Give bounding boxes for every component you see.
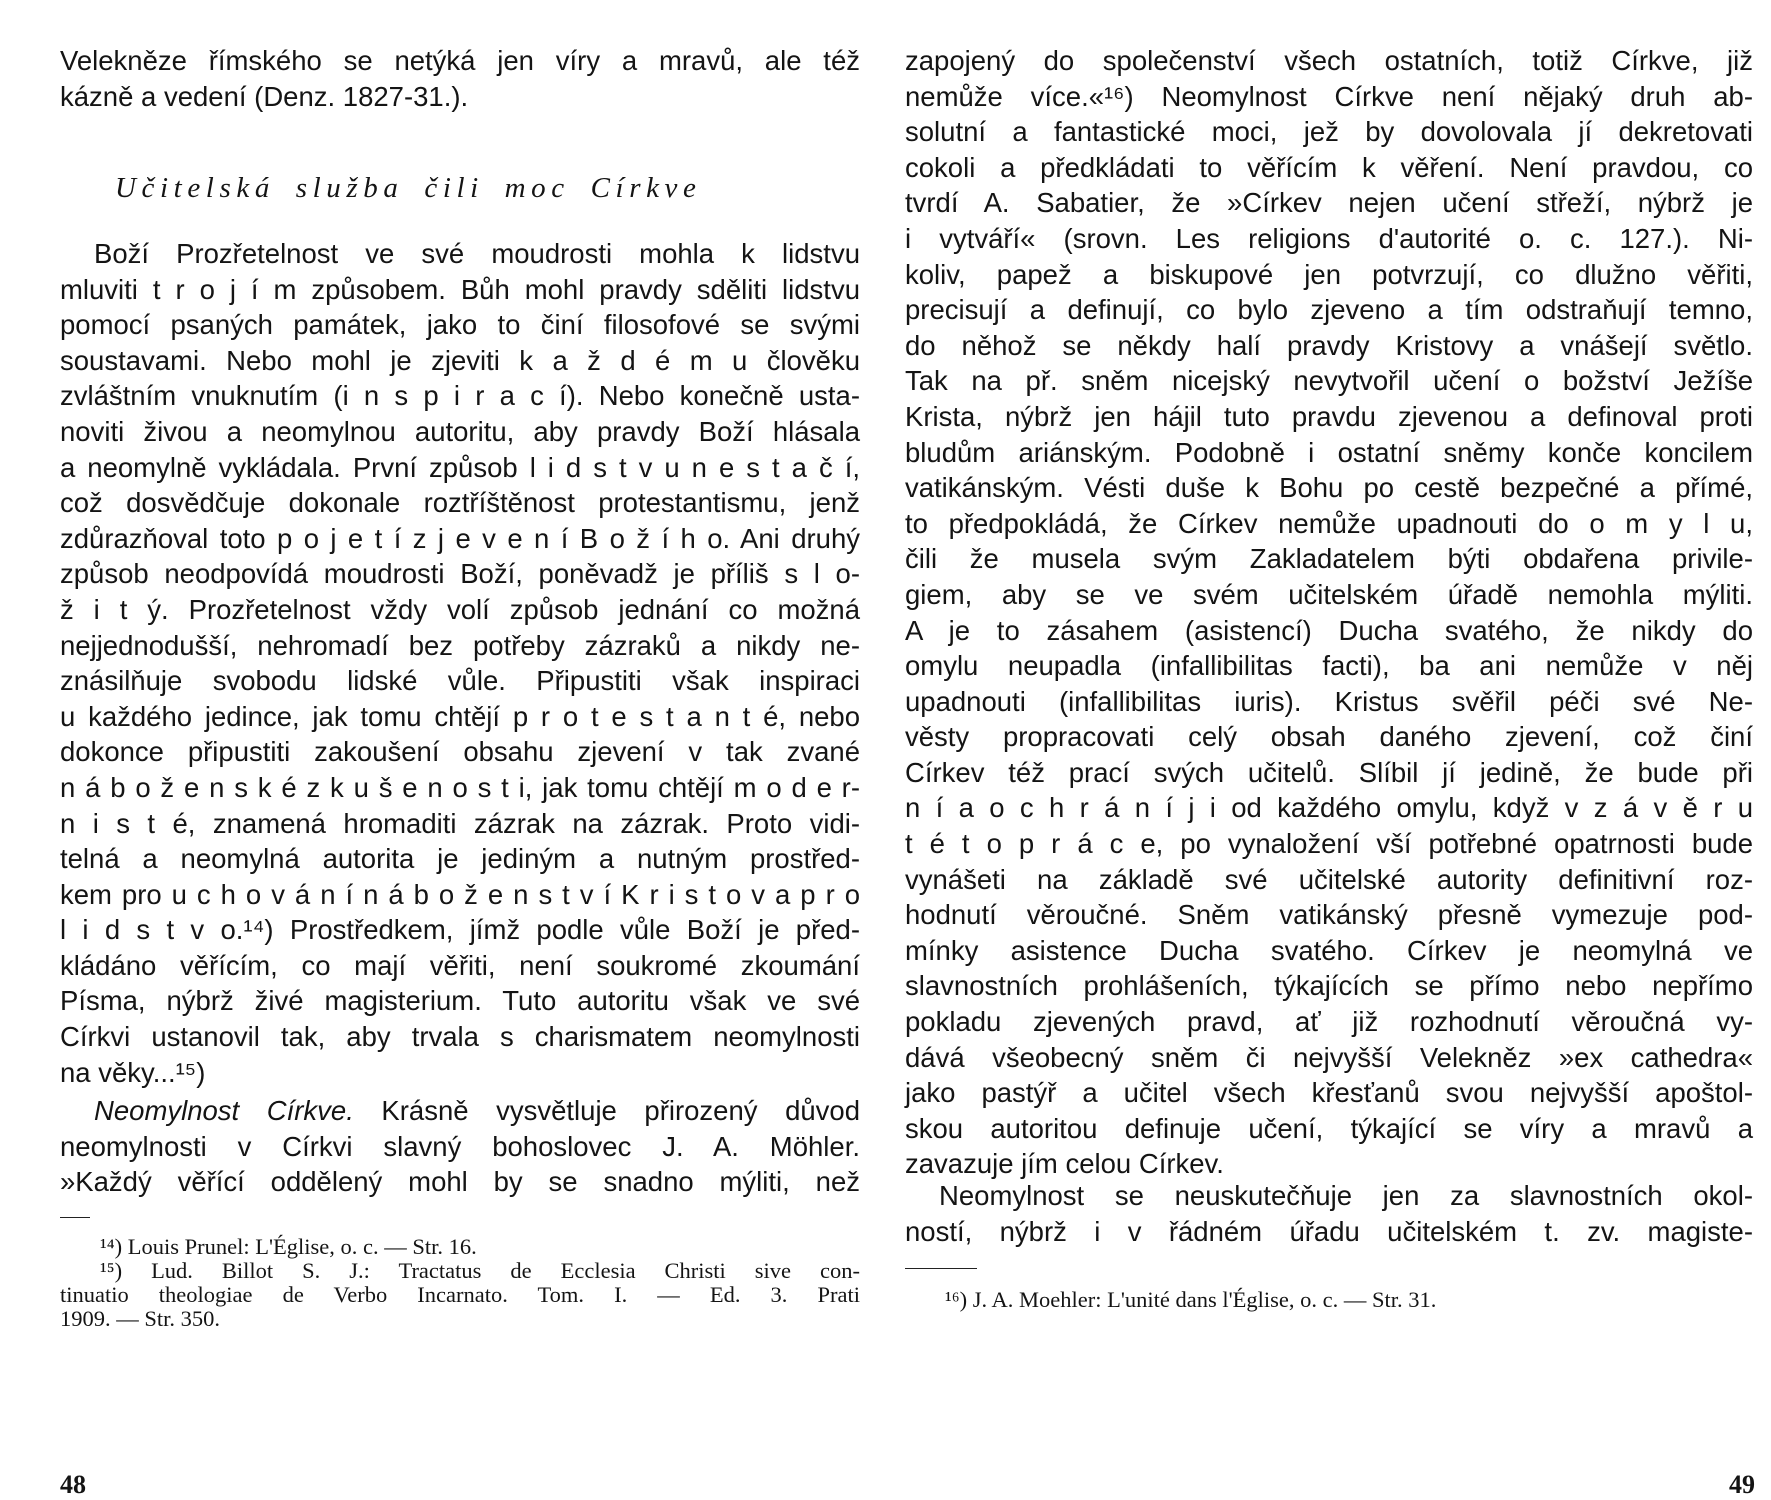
text-line: zdůrazňoval toto p o j e t í z j e v e n í B o ž í h o. Ani druhý — [60, 522, 860, 554]
text-line: a neomylně vykládala. První způsob l i d s t v u n e s t a č í, — [60, 451, 860, 483]
text-line: neomylnosti v Církvi slavný bohoslovec J. A. Möhler. — [60, 1130, 860, 1162]
footnote: 1909. — Str. 350. — [60, 1306, 221, 1331]
text-line: způsob neodpovídá moudrosti Boží, poněvadž je příliš s l o- — [60, 558, 860, 590]
footnote: ¹⁶) J. A. Moehler: L'unité dans l'Église, o. c. — Str. 31. — [945, 1287, 1437, 1312]
text-line: omylu neupadla (infallibilitas facti), ba ani nemůže v něj — [905, 650, 1753, 682]
text-line: ností, nýbrž i v řádném úřadu učitelském t. zv. magiste- — [905, 1215, 1753, 1247]
main-paragraph — [905, 43, 1753, 1182]
text-line: Písma, nýbrž živé magisterium. Tuto autoritu však ve své — [60, 985, 860, 1017]
text-line: do něhož se někdy halí pravdy Kristovy a vnášejí světlo. — [905, 329, 1753, 361]
text-line: A je to zásahem (asistencí) Ducha svatého, že nikdy do — [905, 614, 1753, 646]
text-line: n á b o ž e n s k é z k u š e n o s t i, jak tomu chtějí m o d e r- — [60, 771, 860, 803]
left-page — [60, 0, 860, 1500]
text-line: čili že musela svým Zakladatelem býti obdařena privile- — [905, 543, 1753, 575]
text-line: což dosvědčuje dokonale roztříštěnost protestantismu, jenž — [60, 487, 860, 519]
text-line: solutní a fantastické moci, jež by dovolovala jí dekretovati — [905, 116, 1753, 148]
text-line: tvrdí A. Sabatier, že »Církev nejen učení střeží, nýbrž je — [905, 187, 1753, 219]
text-line: noviti živou a neomylnou autoritu, aby pravdy Boží hlásala — [60, 415, 860, 447]
footnote: ¹⁵) Lud. Billot S. J.: Tractatus de Ecclesia Christi sive con- — [100, 1258, 860, 1283]
paragraph-lead: Neomylnost Církve. — [94, 1095, 354, 1126]
text-line: nejjednodušší, nehromadí bez potřeby zázraků a nikdy ne- — [60, 629, 860, 661]
text-line: telná a neomylná autorita je jediným a nutným prostřed- — [60, 843, 860, 875]
text-line: »Každý věřící oddělený mohl by se snadno mýliti, než — [60, 1166, 860, 1198]
footnote: ¹⁴) Louis Prunel: L'Église, o. c. — Str. 16. — [100, 1234, 477, 1259]
main-paragraph — [60, 236, 860, 1090]
text-line: vynášeti na základě své učitelské autority definitivní roz- — [905, 863, 1753, 895]
text-line: giem, aby se ve svém učitelském úřadě nemohla mýliti. — [905, 578, 1753, 610]
footnote-rule — [905, 1268, 977, 1269]
second-paragraph — [905, 1178, 1753, 1249]
text-line: l i d s t v o.¹⁴) Prostředkem, jímž podle vůle Boží je před- — [60, 914, 860, 946]
text-line: upadnouti (infallibilitas iuris). Kristus svěřil péči své Ne- — [905, 685, 1753, 717]
page-number: 48 — [60, 1470, 86, 1499]
text-line: nemůže více.«¹⁶) Neomylnost Církve není nějaký druh ab- — [905, 80, 1753, 112]
text-line: Krista, nýbrž jen hájil tuto pravdu zjevenou a definoval proti — [905, 400, 1753, 432]
intro-text — [60, 43, 860, 114]
text-line: precisují a definují, co bylo zjeveno a tím odstraňují temno, — [905, 294, 1753, 326]
second-paragraph — [60, 1093, 860, 1200]
text-line: jako pastýř a učitel všech křesťanů svou nejvyšší apoštol- — [905, 1077, 1753, 1109]
text-line: zvláštním vnuknutím (i n s p i r a c í). Nebo konečně usta- — [60, 380, 860, 412]
text-line: koliv, papež a biskupové jen potvrzují, co dlužno věřiti, — [905, 258, 1753, 290]
text-line: bludům ariánským. Podobně i ostatní sněmy konče koncilem — [905, 436, 1753, 468]
text-line — [60, 1093, 860, 1129]
text-line: to předpokládá, že Církev nemůže upadnouti do o m y l u, — [905, 507, 1753, 539]
text-line: vatikánským. Vésti duše k Bohu po cestě bezpečné a přímé, — [905, 472, 1753, 504]
text-line: mluviti t r o j í m způsobem. Bůh mohl pravdy sděliti lidstvu — [60, 273, 860, 305]
text-line: Církvi ustanovil tak, aby trvala s charismatem neomylnosti — [60, 1021, 860, 1053]
text-line: Církev též prací svých učitelů. Slíbil jí jedině, že bude při — [905, 756, 1753, 788]
text-line: hodnutí věroučné. Sněm vatikánský přesně vymezuje pod- — [905, 899, 1753, 931]
text-line: kládáno věřícím, co mají věřiti, není soukromé zkoumání — [60, 949, 860, 981]
text-line: na věky...¹⁵) — [60, 1056, 206, 1088]
section-heading: Učitelská služba čili moc Církve — [115, 172, 702, 204]
footnotes — [905, 1288, 1753, 1312]
page-number: 49 — [1729, 1470, 1755, 1499]
text-line: slavnostních prohlášeních, týkajících se přímo nebo nepřímo — [905, 970, 1753, 1002]
text-line: dokonce připustiti zakoušení obsahu zjevení v tak zvané — [60, 736, 860, 768]
text-line: kázně a vedení (Denz. 1827-31.). — [60, 80, 469, 112]
text-line: soustavami. Nebo mohl je zjeviti k a ž d é m u člověku — [60, 344, 860, 376]
text-line: Boží Prozřetelnost ve své moudrosti mohla k lidstvu — [94, 238, 860, 269]
text-line: n i s t é, znamená hromaditi zázrak na zázrak. Proto vidi- — [60, 807, 860, 839]
text-line: Tak na př. sněm nicejský nevytvořil učení o božství Ježíše — [905, 365, 1753, 397]
text-line: pomocí psaných památek, jako to činí filosofové se svými — [60, 309, 860, 341]
text-line: cokoli a předkládati to věřícím k věření. Není pravdou, co — [905, 151, 1753, 183]
text-line: věsty propracovati celý obsah daného zjevení, což činí — [905, 721, 1753, 753]
text-line: znásilňuje svobodu lidské vůle. Připustiti však inspiraci — [60, 665, 860, 697]
footnotes — [60, 1235, 860, 1331]
text-line: Neomylnost se neuskutečňuje jen za slavnostních okol- — [939, 1180, 1753, 1211]
text-line: zavazuje jím celou Církev. — [905, 1148, 1224, 1180]
text-line: Velekněze římského se netýká jen víry a mravů, ale též — [60, 45, 860, 76]
text-line: mínky asistence Ducha svatého. Církev je neomylná ve — [905, 934, 1753, 966]
text-line: u každého jedince, jak tomu chtějí p r o t e s t a n t é, nebo — [60, 700, 860, 732]
right-page — [905, 0, 1755, 1500]
text-line: dává všeobecný sněm či nejvyšší Velekněz »ex cathedra« — [905, 1041, 1753, 1073]
text-line: kem pro u c h o v á n í n á b o ž e n s t v í K r i s t o v a p r o — [60, 878, 860, 910]
text-line: pokladu zjevených pravd, ať již rozhodnutí věroučná vy- — [905, 1006, 1753, 1038]
paragraph-text: Krásně vysvětluje přirozený důvod — [353, 1095, 860, 1126]
text-line: n í a o c h r á n í j i od každého omylu, když v z á v ě r u — [905, 792, 1753, 824]
text-line: t é t o p r á c e, po vynaložení vší potřebné opatrnosti bude — [905, 828, 1753, 860]
text-line: skou autoritou definuje učení, týkající se víry a mravů a — [905, 1112, 1753, 1144]
footnote-rule — [60, 1217, 90, 1218]
footnote: tinuatio theologiae de Verbo Incarnato. Tom. I. — Ed. 3. Prati — [60, 1282, 860, 1307]
text-line: ž i t ý. Prozřetelnost vždy volí způsob jednání co možná — [60, 593, 860, 625]
text-line: zapojený do společenství všech ostatních, totiž Církve, již — [905, 45, 1753, 76]
text-line: i vytváří« (srovn. Les religions d'autorité o. c. 127.). Ni- — [905, 222, 1753, 254]
